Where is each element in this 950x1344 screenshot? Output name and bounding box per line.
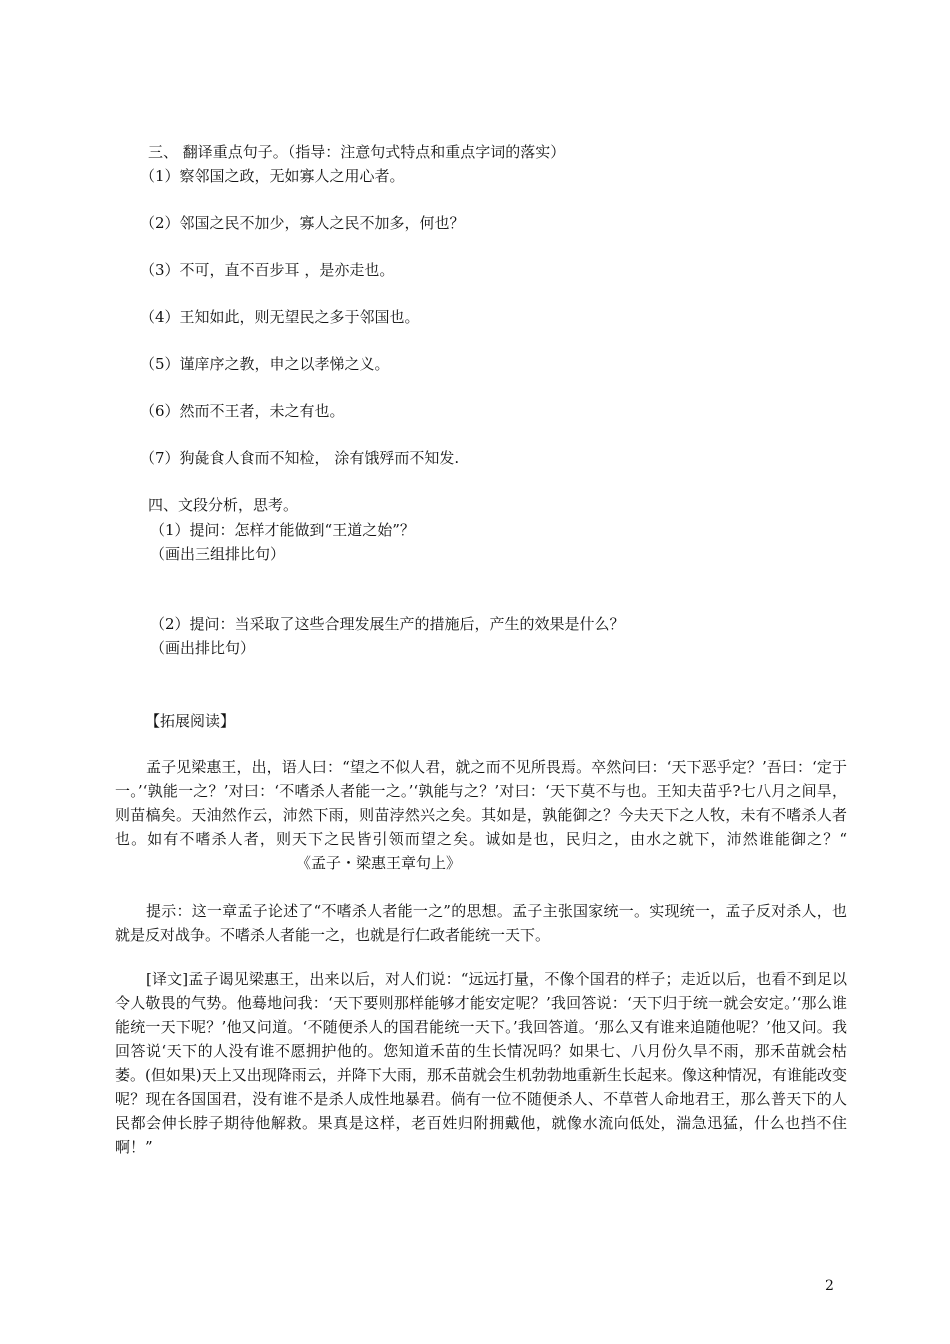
question-2-note: （画出排比句） xyxy=(150,639,256,657)
sentence-item-1: （1）察邻国之政，无如寡人之用心者。 xyxy=(140,167,405,185)
classical-passage xyxy=(115,755,847,875)
sentence-item-4: （4）王知如此，则无望民之多于邻国也。 xyxy=(140,308,420,326)
passage-text: 孟子见梁惠王，出，语人曰：“望之不似人君，就之而不见所畏焉。卒然问曰：‘天下恶乎定？’吾曰：‘定于一。’‘孰能一之？’对曰：‘不嗜杀人者能一之。’‘孰能与之？’对曰：‘天下莫不与也。王知夫苗乎?七八月之间旱，则苗槁矣。天油然作云，沛然下雨，则苗浡然兴之矣。其如是，孰能御之？今夫天下之人牧，未有不嗜杀人者也。如有不嗜杀人者，则天下之民皆引领而望之矣。诚如是也，民归之，由水之就下，沛然谁能御之？“ xyxy=(115,758,847,848)
sentence-item-6: （6）然而不王者，未之有也。 xyxy=(140,402,345,420)
sentence-item-2: （2）邻国之民不加少，寡人之民不加多，何也？ xyxy=(140,214,465,232)
sentence-item-3: （3）不可，直不百步耳 ，是亦走也。 xyxy=(140,261,395,279)
section-3-heading: 三、 翻译重点句子。（指导：注意句式特点和重点字词的落实） xyxy=(148,143,566,161)
hint-paragraph: 提示：这一章孟子论述了“不嗜杀人者能一之”的思想。孟子主张国家统一。实现统一，孟子反对杀人，也就是反对战争。不嗜杀人者能一之，也就是行仁政者能统一天下。 xyxy=(115,902,847,944)
sentence-item-7: （7）狗彘食人食而不知检， 涂有饿殍而不知发. xyxy=(140,449,460,467)
sentence-item-5: （5）谨庠序之教，申之以孝悌之义。 xyxy=(140,355,390,373)
extended-reading-title: 【拓展阅读】 xyxy=(145,712,236,730)
question-1-note: （画出三组排比句） xyxy=(150,545,286,563)
passage-source: 《孟子・梁惠王章句上》 xyxy=(296,854,462,872)
translation-paragraph: [译文]孟子谒见梁惠王，出来以后，对人们说：“远远打量，不像个国君的样子；走近以后，也看不到足以令人敬畏的气势。他蓦地问我：‘天下要则那样能够才能安定呢？’我回答说：‘天下归于统一就会安定。’‘那么谁能统一天下呢？’他又问道。‘不随便杀人的国君能统一天下。’我回答道。‘那么又有谁来追随他呢？’他又问。我回答说‘天下的人没有谁不愿拥护他的。您知道禾苗的生长情况吗？如果七、八月份久旱不雨，那禾苗就会枯萎。(但如果)天上又出现降雨云，并降下大雨，那禾苗就会生机勃勃地重新生长起来。像这种情况，有谁能改变呢？现在各国国君，没有谁不是杀人成性地暴君。倘有一位不随便杀人、不草菅人命地君王，那么普天下的人民都会伸长脖子期待他解救。果真是这样，老百姓归附拥戴他，就像水流向低处，湍急迅猛，什么也挡不住啊！” xyxy=(115,970,847,1156)
page-number: 2 xyxy=(825,1278,834,1294)
question-1: （1）提问：怎样才能做到“王道之始”？ xyxy=(150,521,415,539)
section-4-heading: 四、文段分析，思考。 xyxy=(148,496,299,514)
question-2: （2）提问：当采取了这些合理发展生产的措施后，产生的效果是什么？ xyxy=(150,615,625,633)
